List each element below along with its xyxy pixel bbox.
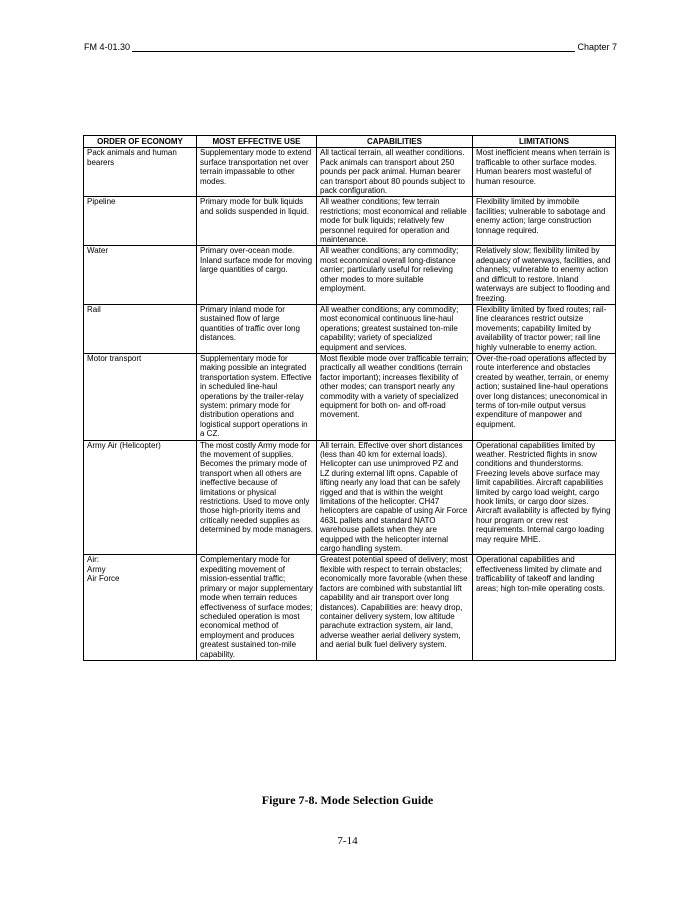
capabilities-cell: All weather conditions; few terrain restrictions; most economical and reliable mode for bulk liquids; relatively few personnel required for operation and maintenance. (317, 197, 473, 246)
column-header: LIMITATIONS (473, 136, 616, 148)
limitations-cell: Flexibility limited by fixed routes; rail-line clearances restrict outsize movements; capability limited by availability of tractor power; rail line highly vulnerable to enemy action. (473, 304, 616, 353)
table-row (84, 353, 616, 440)
limitations-cell: Over-the-road operations affected by route interference and obstacles created by weather, terrain, or enemy action; sustained line-haul operations over long distances; uneconomical in terms of ton-mile output versus expenditure of manpower and equipment. (473, 353, 616, 440)
effective-use-cell: Primary mode for bulk liquids and solids suspended in liquid. (197, 197, 317, 246)
effective-use-cell: Supplementary mode to extend surface transportation net over terrain impassable to other modes. (197, 148, 317, 197)
limitations-cell: Operational capabilities and effectiveness limited by climate and trafficability of takeoff and landing areas; high ton-mile operating costs. (473, 555, 616, 660)
table-row (84, 197, 616, 246)
table-row (84, 246, 616, 304)
limitations-cell: Flexibility limited by immobile facilities; vulnerable to sabotage and enemy action; large construction tonnage required. (473, 197, 616, 246)
capabilities-cell: Most flexible mode over trafficable terrain; practically all weather conditions (terrain factor important); increases flexibility of other modes; can transport nearly any commodity with a variety of specialized equipment for both on- and off-road movement. (317, 353, 473, 440)
effective-use-cell: Primary over-ocean mode. Inland surface mode for moving large quantities of cargo. (197, 246, 317, 304)
column-header: MOST EFFECTIVE USE (197, 136, 317, 148)
mode-cell: Rail (84, 304, 197, 353)
mode-selection-table (83, 135, 616, 661)
column-header: ORDER OF ECONOMY (84, 136, 197, 148)
column-header: CAPABILITIES (317, 136, 473, 148)
figure-caption: Figure 7-8. Mode Selection Guide (261, 793, 434, 807)
mode-cell: Pack animals and human bearers (84, 148, 197, 197)
page-number: 7-14 (337, 835, 358, 847)
capabilities-cell: All tactical terrain, all weather conditions. Pack animals can transport about 250 pounds per pack animal. Human bearer can transport about 80 pounds subject to pack configuration. (317, 148, 473, 197)
mode-cell: Air: Army Air Force (84, 555, 197, 660)
mode-cell: Pipeline (84, 197, 197, 246)
capabilities-cell: Greatest potential speed of delivery; most flexible with respect to terrain obstacles; economically more favorable (when these factors are combined with substantial lift capability and air transport over long distances). Capabilities are: heavy drop, container delivery system, low altitude parachute extraction system, air land, adverse weather aerial delivery system, and aerial bulk fuel delivery system. (317, 555, 473, 660)
table-header-row (84, 136, 616, 148)
table-row (84, 440, 616, 555)
limitations-cell: Operational capabilities limited by weather. Restricted flights in snow conditions and thunderstorms. Freezing levels above surface may limit capabilities. Aircraft capabilities limited by cargo load weight, cargo hook limits, or cargo door sizes. Aircraft availability is affected by flying hour program or crew rest requirements. Internal cargo loading may require MHE. (473, 440, 616, 555)
capabilities-cell: All weather conditions; any commodity; most economical overall long-distance carrier; particularly useful for relieving other modes to more suitable employment. (317, 246, 473, 304)
header-rule (84, 51, 617, 52)
header-manual-id: FM 4-01.30 (84, 42, 131, 52)
table-row (84, 148, 616, 197)
mode-cell: Water (84, 246, 197, 304)
mode-cell: Army Air (Helicopter) (84, 440, 197, 555)
mode-cell: Motor transport (84, 353, 197, 440)
limitations-cell: Most inefficient means when terrain is trafficable to other surface modes. Human bearers most wasteful of human resource. (473, 148, 616, 197)
capabilities-cell: All terrain. Effective over short distances (less than 40 km for external loads). Helicopter can use unimproved PZ and LZ during external lift opns. Capable of lifting nearly any load that can be safely rigged and that is within the weight limitations of the helicopter. CH47 helicopters are capable of using Air Force 463L pallets and standard NATO warehouse pallets when they are equipped with the helicopter internal cargo handling system. (317, 440, 473, 555)
effective-use-cell: Complementary mode for expediting movement of mission-essential traffic; primary or major supplementary mode when terrain reduces effectiveness of surface modes; scheduled operation is most economical method of employment and produces greatest sustained ton-mile capability. (197, 555, 317, 660)
effective-use-cell: The most costly Army mode for the movement of supplies. Becomes the primary mode of transport when all others are ineffective because of limitations or physical restrictions. Used to move only those high-priority items and critically needed supplies as determined by mode managers. (197, 440, 317, 555)
table-row (84, 555, 616, 660)
header-chapter: Chapter 7 (577, 42, 617, 52)
effective-use-cell: Supplementary mode for making possible an integrated transportation system. Effective in scheduled line-haul operations by the trailer-relay system: primary mode for distribution operations and logistical support operations in a CZ. (197, 353, 317, 440)
limitations-cell: Relatively slow; flexibility limited by adequacy of waterways, facilities, and channels; vulnerable to enemy action and difficult to restore. Inland waterways are subject to flooding and freezing. (473, 246, 616, 304)
capabilities-cell: All weather conditions; any commodity; most economical continuous line-haul operations; greatest sustained ton-mile capability; variety of specialized equipment and services. (317, 304, 473, 353)
effective-use-cell: Primary inland mode for sustained flow of large quantities of traffic over long distances. (197, 304, 317, 353)
table-row (84, 304, 616, 353)
